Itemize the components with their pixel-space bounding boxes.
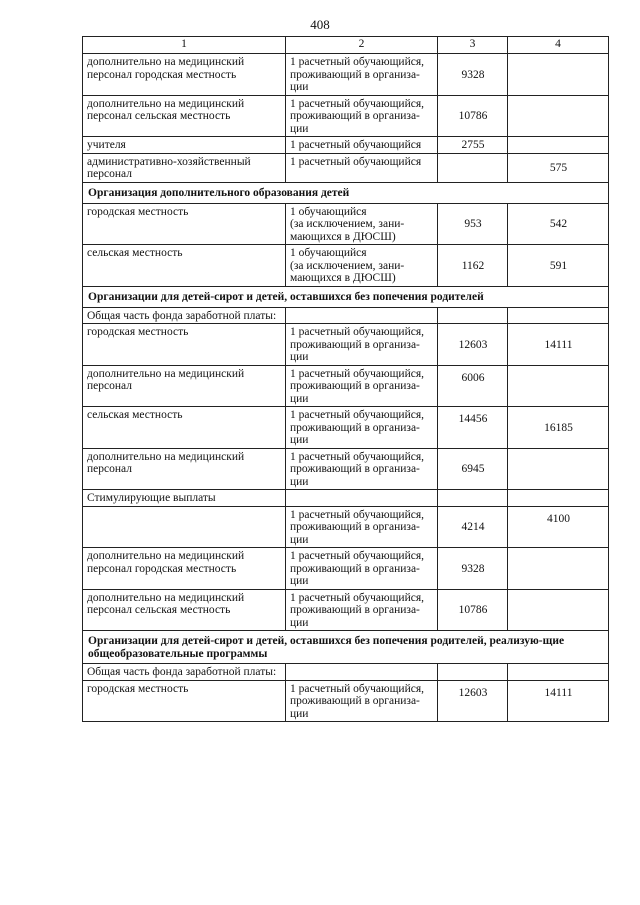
extra-value-cell: 16185 xyxy=(508,407,609,449)
header-row xyxy=(83,37,609,54)
column-header: 3 xyxy=(438,37,508,54)
column-header: 2 xyxy=(286,37,438,54)
category-cell: городская местность xyxy=(83,680,286,722)
norm-value-cell: 9328 xyxy=(438,54,508,96)
extra-value-cell xyxy=(508,95,609,137)
unit-cell: 1 расчетный обучающийся, проживающий в организа- ции xyxy=(286,506,438,548)
unit-cell: 1 расчетный обучающийся, проживающий в организа- ции xyxy=(286,95,438,137)
category-cell: административно-хозяйственный персонал xyxy=(83,153,286,182)
funding-table xyxy=(82,36,609,722)
unit-cell xyxy=(286,490,438,507)
table-row xyxy=(83,680,609,722)
norm-value-cell: 6006 xyxy=(438,365,508,407)
section-title: Организации для детей-сирот и детей, оставшихся без попечения родителей, реализую-щие общеобразовательные программы xyxy=(83,631,609,664)
column-header: 1 xyxy=(83,37,286,54)
category-cell: дополнительно на медицинский персонал городская местность xyxy=(83,548,286,590)
table-row xyxy=(83,448,609,490)
extra-value-cell: 575 xyxy=(508,153,609,182)
category-cell: учителя xyxy=(83,137,286,154)
category-cell: Стимулирующие выплаты xyxy=(83,490,286,507)
norm-value-cell: 12603 xyxy=(438,324,508,366)
section-title: Организации для детей-сирот и детей, оставшихся без попечения родителей xyxy=(83,286,609,307)
category-cell: городская местность xyxy=(83,203,286,245)
extra-value-cell: 14111 xyxy=(508,680,609,722)
extra-value-cell xyxy=(508,490,609,507)
unit-cell: 1 расчетный обучающийся xyxy=(286,137,438,154)
extra-value-cell: 542 xyxy=(508,203,609,245)
norm-value-cell xyxy=(438,153,508,182)
norm-value-cell xyxy=(438,490,508,507)
table-row xyxy=(83,589,609,631)
table-row xyxy=(83,407,609,449)
section-row xyxy=(83,182,609,203)
table-row xyxy=(83,365,609,407)
norm-value-cell: 10786 xyxy=(438,95,508,137)
unit-cell: 1 расчетный обучающийся, проживающий в организа- ции xyxy=(286,680,438,722)
unit-cell xyxy=(286,307,438,324)
table-row xyxy=(83,506,609,548)
norm-value-cell: 9328 xyxy=(438,548,508,590)
extra-value-cell xyxy=(508,137,609,154)
section-title: Организация дополнительного образования детей xyxy=(83,182,609,203)
table-row xyxy=(83,95,609,137)
category-cell: дополнительно на медицинский персонал городская местность xyxy=(83,54,286,96)
unit-cell xyxy=(286,664,438,681)
category-cell: дополнительно на медицинский персонал сельская местность xyxy=(83,95,286,137)
extra-value-cell: 14111 xyxy=(508,324,609,366)
unit-cell: 1 расчетный обучающийся, проживающий в организа- ции xyxy=(286,448,438,490)
unit-cell: 1 расчетный обучающийся, проживающий в организа- ции xyxy=(286,365,438,407)
norm-value-cell: 6945 xyxy=(438,448,508,490)
table-body xyxy=(83,54,609,722)
norm-value-cell xyxy=(438,664,508,681)
extra-value-cell xyxy=(508,548,609,590)
category-cell xyxy=(83,506,286,548)
extra-value-cell: 4100 xyxy=(508,506,609,548)
table-row xyxy=(83,203,609,245)
norm-value-cell: 953 xyxy=(438,203,508,245)
unit-cell: 1 расчетный обучающийся, проживающий в организа- ции xyxy=(286,589,438,631)
category-cell: сельская местность xyxy=(83,245,286,287)
unit-cell: 1 обучающийся (за исключением, зани- мающихся в ДЮСШ) xyxy=(286,245,438,287)
unit-cell: 1 расчетный обучающийся xyxy=(286,153,438,182)
table-row xyxy=(83,490,609,507)
norm-value-cell: 10786 xyxy=(438,589,508,631)
extra-value-cell xyxy=(508,589,609,631)
norm-value-cell: 1162 xyxy=(438,245,508,287)
category-cell: Общая часть фонда заработной платы: xyxy=(83,664,286,681)
category-cell: городская местность xyxy=(83,324,286,366)
norm-value-cell: 4214 xyxy=(438,506,508,548)
category-cell: дополнительно на медицинский персонал xyxy=(83,448,286,490)
extra-value-cell xyxy=(508,307,609,324)
norm-value-cell: 2755 xyxy=(438,137,508,154)
section-row xyxy=(83,286,609,307)
column-header: 4 xyxy=(508,37,609,54)
extra-value-cell xyxy=(508,664,609,681)
category-cell: дополнительно на медицинский персонал сельская местность xyxy=(83,589,286,631)
table-row xyxy=(83,307,609,324)
unit-cell: 1 расчетный обучающийся, проживающий в организа- ции xyxy=(286,548,438,590)
extra-value-cell xyxy=(508,448,609,490)
table-row xyxy=(83,548,609,590)
extra-value-cell: 591 xyxy=(508,245,609,287)
norm-value-cell xyxy=(438,307,508,324)
unit-cell: 1 расчетный обучающийся, проживающий в организа- ции xyxy=(286,407,438,449)
extra-value-cell xyxy=(508,54,609,96)
category-cell: Общая часть фонда заработной платы: xyxy=(83,307,286,324)
category-cell: сельская местность xyxy=(83,407,286,449)
norm-value-cell: 14456 xyxy=(438,407,508,449)
table-row xyxy=(83,245,609,287)
category-cell: дополнительно на медицинский персонал xyxy=(83,365,286,407)
table-row xyxy=(83,54,609,96)
table-row xyxy=(83,137,609,154)
page-number: 408 xyxy=(310,17,330,32)
section-row xyxy=(83,631,609,664)
unit-cell: 1 обучающийся (за исключением, зани- мающихся в ДЮСШ) xyxy=(286,203,438,245)
unit-cell: 1 расчетный обучающийся, проживающий в организа- ции xyxy=(286,54,438,96)
table-row xyxy=(83,153,609,182)
extra-value-cell xyxy=(508,365,609,407)
table-row xyxy=(83,324,609,366)
norm-value-cell: 12603 xyxy=(438,680,508,722)
table-row xyxy=(83,664,609,681)
unit-cell: 1 расчетный обучающийся, проживающий в организа- ции xyxy=(286,324,438,366)
